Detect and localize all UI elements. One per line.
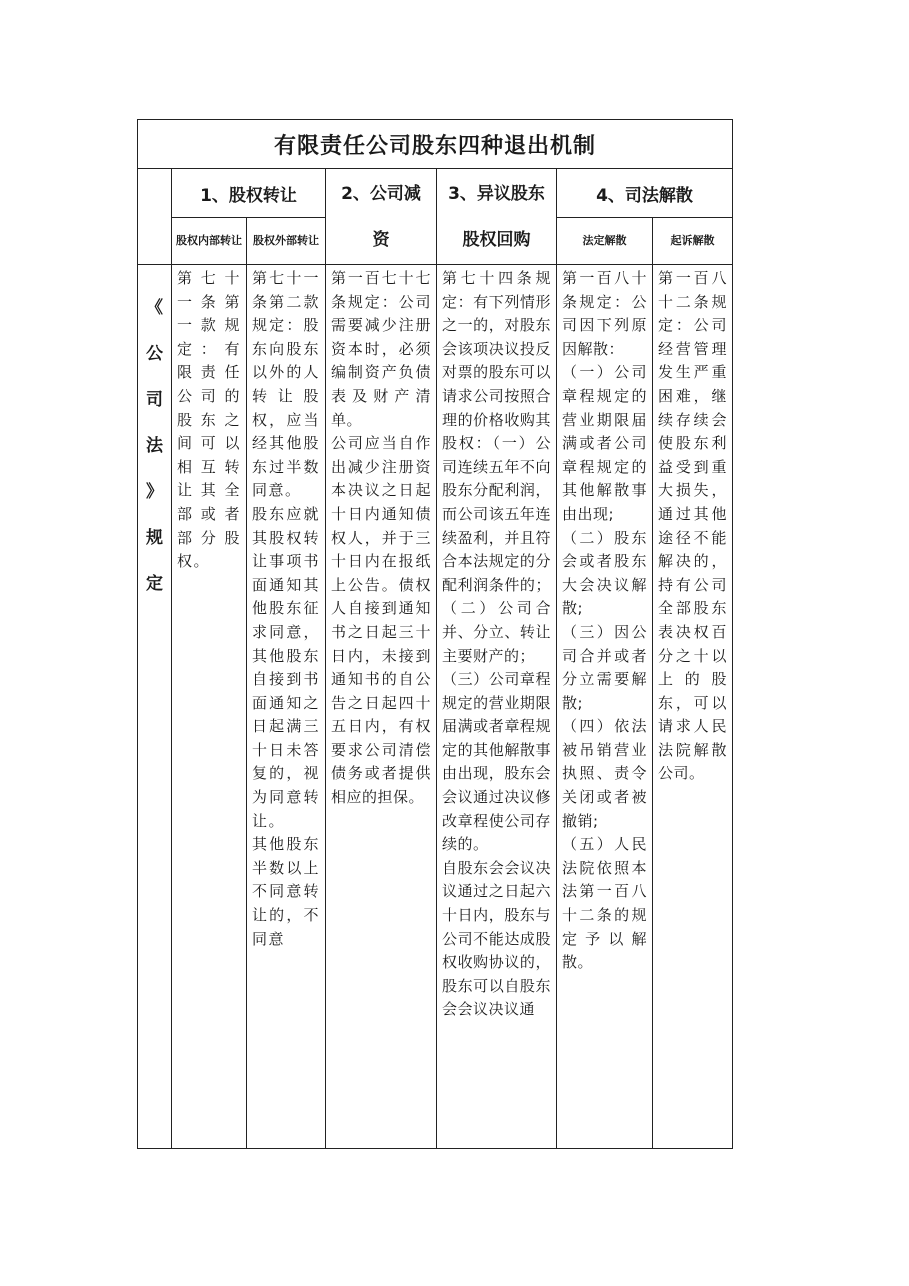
side-char: 司 <box>146 390 163 410</box>
side-char: 法 <box>146 436 163 456</box>
statutory-para: （二）股东会或者股东大会决议解散; <box>562 528 647 618</box>
statutory-para: （一）公司章程规定的营业期限届满或者公司章程规定的其他解散事由出现; <box>562 363 647 523</box>
side-char: 公 <box>146 344 163 364</box>
exit-mechanism-table <box>137 119 733 1149</box>
subheader-lawsuit-dissolution: 起诉解散 <box>653 218 733 265</box>
buyback-para: （三）公司章程规定的营业期限届满或者章程规定的其他解散事由出现，股东会会议通过决议修改章程使公司存续的。 <box>442 670 551 854</box>
table-title: 有限责任公司股东四种退出机制 <box>138 120 733 169</box>
side-char: 规 <box>146 528 163 548</box>
capital-reduction-para: 第一百七十七条规定：公司需要减少注册资本时，必须编制资产负债表及财产清单。 <box>331 269 431 429</box>
header-share-transfer: 1、股权转让 <box>172 169 326 218</box>
header-dissenting-buyback <box>437 169 557 265</box>
subheader-internal-transfer: 股权内部转让 <box>172 218 247 265</box>
header-capital-reduction-line2: 资 <box>372 229 390 250</box>
header-capital-reduction <box>326 169 437 265</box>
side-char: 定 <box>146 574 163 594</box>
subheader-external-transfer: 股权外部转让 <box>247 218 326 265</box>
cell-statutory-dissolution <box>557 265 653 1149</box>
statutory-para: （五）人民法院依照本法第一百八十二条的规定予以解散。 <box>562 835 647 972</box>
internal-transfer-text: 第七十一条第一款规定：有限责任公司的股东之间可以相互转让其全部或者部分股权。 <box>177 269 241 571</box>
side-label-company-law <box>138 265 172 1149</box>
corner-cell <box>138 169 172 265</box>
statutory-para: （四）依法被吊销营业执照、责令关闭或者被撤销; <box>562 717 647 830</box>
cell-dissenting-buyback <box>437 265 557 1149</box>
cell-internal-transfer <box>172 265 247 1149</box>
capital-reduction-para: 公司应当自作出减少注册资本决议之日起十日内通知债权人，并于三十日内在报纸上公告。债权人自接到通知书之日起三十日内，未接到通知书的自公告之日起四十五日内，有权要求公司清偿债务或者提供相应的担保。 <box>331 434 431 807</box>
header-buyback-line1: 3、异议股东 <box>448 183 545 204</box>
statutory-para: （三）因公司合并或者分立需要解散; <box>562 622 647 712</box>
cell-lawsuit-dissolution <box>653 265 733 1149</box>
external-transfer-para: 第七十一条第二款规定：股东向股东以外的人转让股权，应当经其他股东过半数同意。 <box>252 269 320 500</box>
cell-external-transfer <box>247 265 326 1149</box>
side-char: 《 <box>146 298 163 318</box>
header-judicial-dissolution: 4、司法解散 <box>557 169 733 218</box>
external-transfer-para: 其他股东半数以上不同意转让的，不同意 <box>252 835 320 948</box>
lawsuit-text: 第一百八十二条规定：公司经营管理发生严重困难，继续存续会使股东利益受到重大损失，通过其他途径不能解决的，持有公司全部股东表决权百分之十以上的股东，可以请求人民法院解散公司。 <box>658 269 728 783</box>
buyback-para: 第七十四条规定：有下列情形之一的，对股东会该项决议投反对票的股东可以请求公司按照合理的价格收购其股权：（一）公司连续五年不向股东分配利润，而公司该五年连续盈利，并且符合本法规定的分配利润条件的；（二）公司合并、分立、转让主要财产的； <box>442 269 551 665</box>
header-capital-reduction-line1: 2、公司减 <box>341 183 421 204</box>
side-char: 》 <box>146 482 163 502</box>
buyback-para: 自股东会会议决议通过之日起六十日内，股东与公司不能达成股权收购协议的，股东可以自股东会会议决议通 <box>442 858 551 1019</box>
external-transfer-para: 股东应就其股权转让事项书面通知其他股东征求同意，其他股东自接到书面通知之日起满三十日未答复的，视为同意转让。 <box>252 504 320 830</box>
subheader-statutory-dissolution: 法定解散 <box>557 218 653 265</box>
statutory-para: 第一百八十条规定：公司因下列原因解散： <box>562 269 647 358</box>
cell-capital-reduction <box>326 265 437 1149</box>
header-buyback-line2: 股权回购 <box>462 229 531 250</box>
